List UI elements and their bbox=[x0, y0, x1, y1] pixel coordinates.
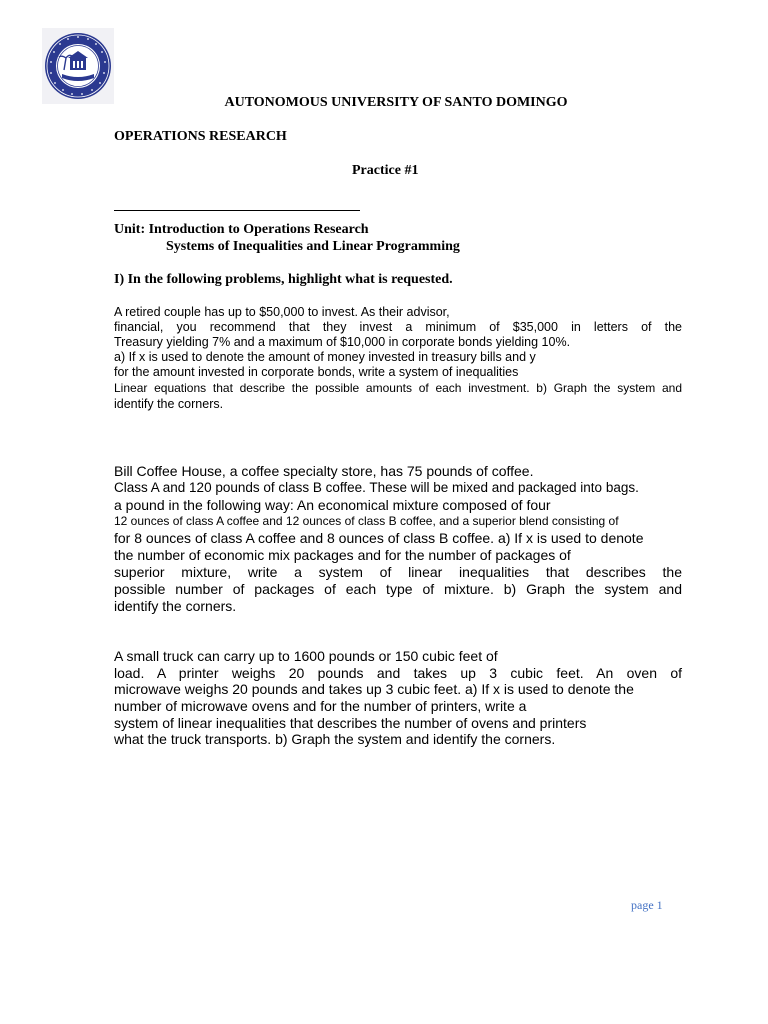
page-number: page 1 bbox=[631, 898, 663, 912]
problem-3-line: what the truck transports. b) Graph the system and identify the corners. bbox=[114, 731, 556, 747]
problem-1-line: Treasury yielding 7% and a maximum of $10,000 in corporate bonds yielding 10%. bbox=[114, 335, 571, 349]
problem-2-line: 12 ounces of class A coffee and 12 ounces of class B coffee, and a superior blend consisting of bbox=[114, 514, 619, 528]
problem-3-line: microwave weighs 20 pounds and takes up 3 cubic feet. a) If x is used to denote the bbox=[114, 681, 634, 697]
course-title: OPERATIONS RESEARCH bbox=[114, 129, 287, 144]
problem-1-line: identify the corners. bbox=[114, 397, 224, 411]
problem-2-line: for 8 ounces of class A coffee and 8 ounces of class B coffee. a) If x is used to denote bbox=[114, 530, 644, 546]
problem-3-line: A small truck can carry up to 1600 pounds or 150 cubic feet of bbox=[114, 648, 498, 664]
problem-1-line: Linear equations that describe the possible amounts of each investment. b) Graph the system and bbox=[114, 381, 682, 395]
problem-2-line: Bill Coffee House, a coffee specialty store, has 75 pounds of coffee. bbox=[114, 463, 534, 479]
problem-2-line: possible number of packages of each type of mixture. b) Graph the system and bbox=[114, 581, 682, 597]
practice-title: Practice #1 bbox=[352, 163, 419, 178]
problem-2-line: identify the corners. bbox=[114, 598, 237, 614]
problem-1-line: A retired couple has up to $50,000 to invest. As their advisor, bbox=[114, 305, 450, 319]
problem-2-line: superior mixture, write a system of linear inequalities that describes the bbox=[114, 564, 682, 580]
problem-1-line: a) If x is used to denote the amount of money invested in treasury bills and y bbox=[114, 350, 536, 364]
university-seal-logo bbox=[42, 28, 114, 104]
problem-2-line: the number of economic mix packages and for the number of packages of bbox=[114, 547, 571, 563]
name-signature-line bbox=[114, 210, 360, 211]
unit-subtitle: Systems of Inequalities and Linear Programming bbox=[166, 239, 460, 254]
problem-2-line: Class A and 120 pounds of class B coffee. These will be mixed and packaged into bags. bbox=[114, 480, 639, 495]
university-name: AUTONOMOUS UNIVERSITY OF SANTO DOMINGO bbox=[224, 95, 568, 110]
problem-2-line: a pound in the following way: An economical mixture composed of four bbox=[114, 497, 551, 513]
problem-3-line: number of microwave ovens and for the number of printers, write a bbox=[114, 698, 527, 714]
instructions-heading: I) In the following problems, highlight what is requested. bbox=[114, 272, 453, 287]
problem-3-line: system of linear inequalities that describes the number of ovens and printers bbox=[114, 715, 587, 731]
problem-1-line: financial, you recommend that they invest a minimum of $35,000 in letters of the bbox=[114, 320, 682, 334]
problem-1-line: for the amount invested in corporate bonds, write a system of inequalities bbox=[114, 365, 519, 379]
problem-3-line: load. A printer weighs 20 pounds and takes up 3 cubic feet. An oven of bbox=[114, 665, 682, 681]
unit-title: Unit: Introduction to Operations Research bbox=[114, 222, 369, 237]
